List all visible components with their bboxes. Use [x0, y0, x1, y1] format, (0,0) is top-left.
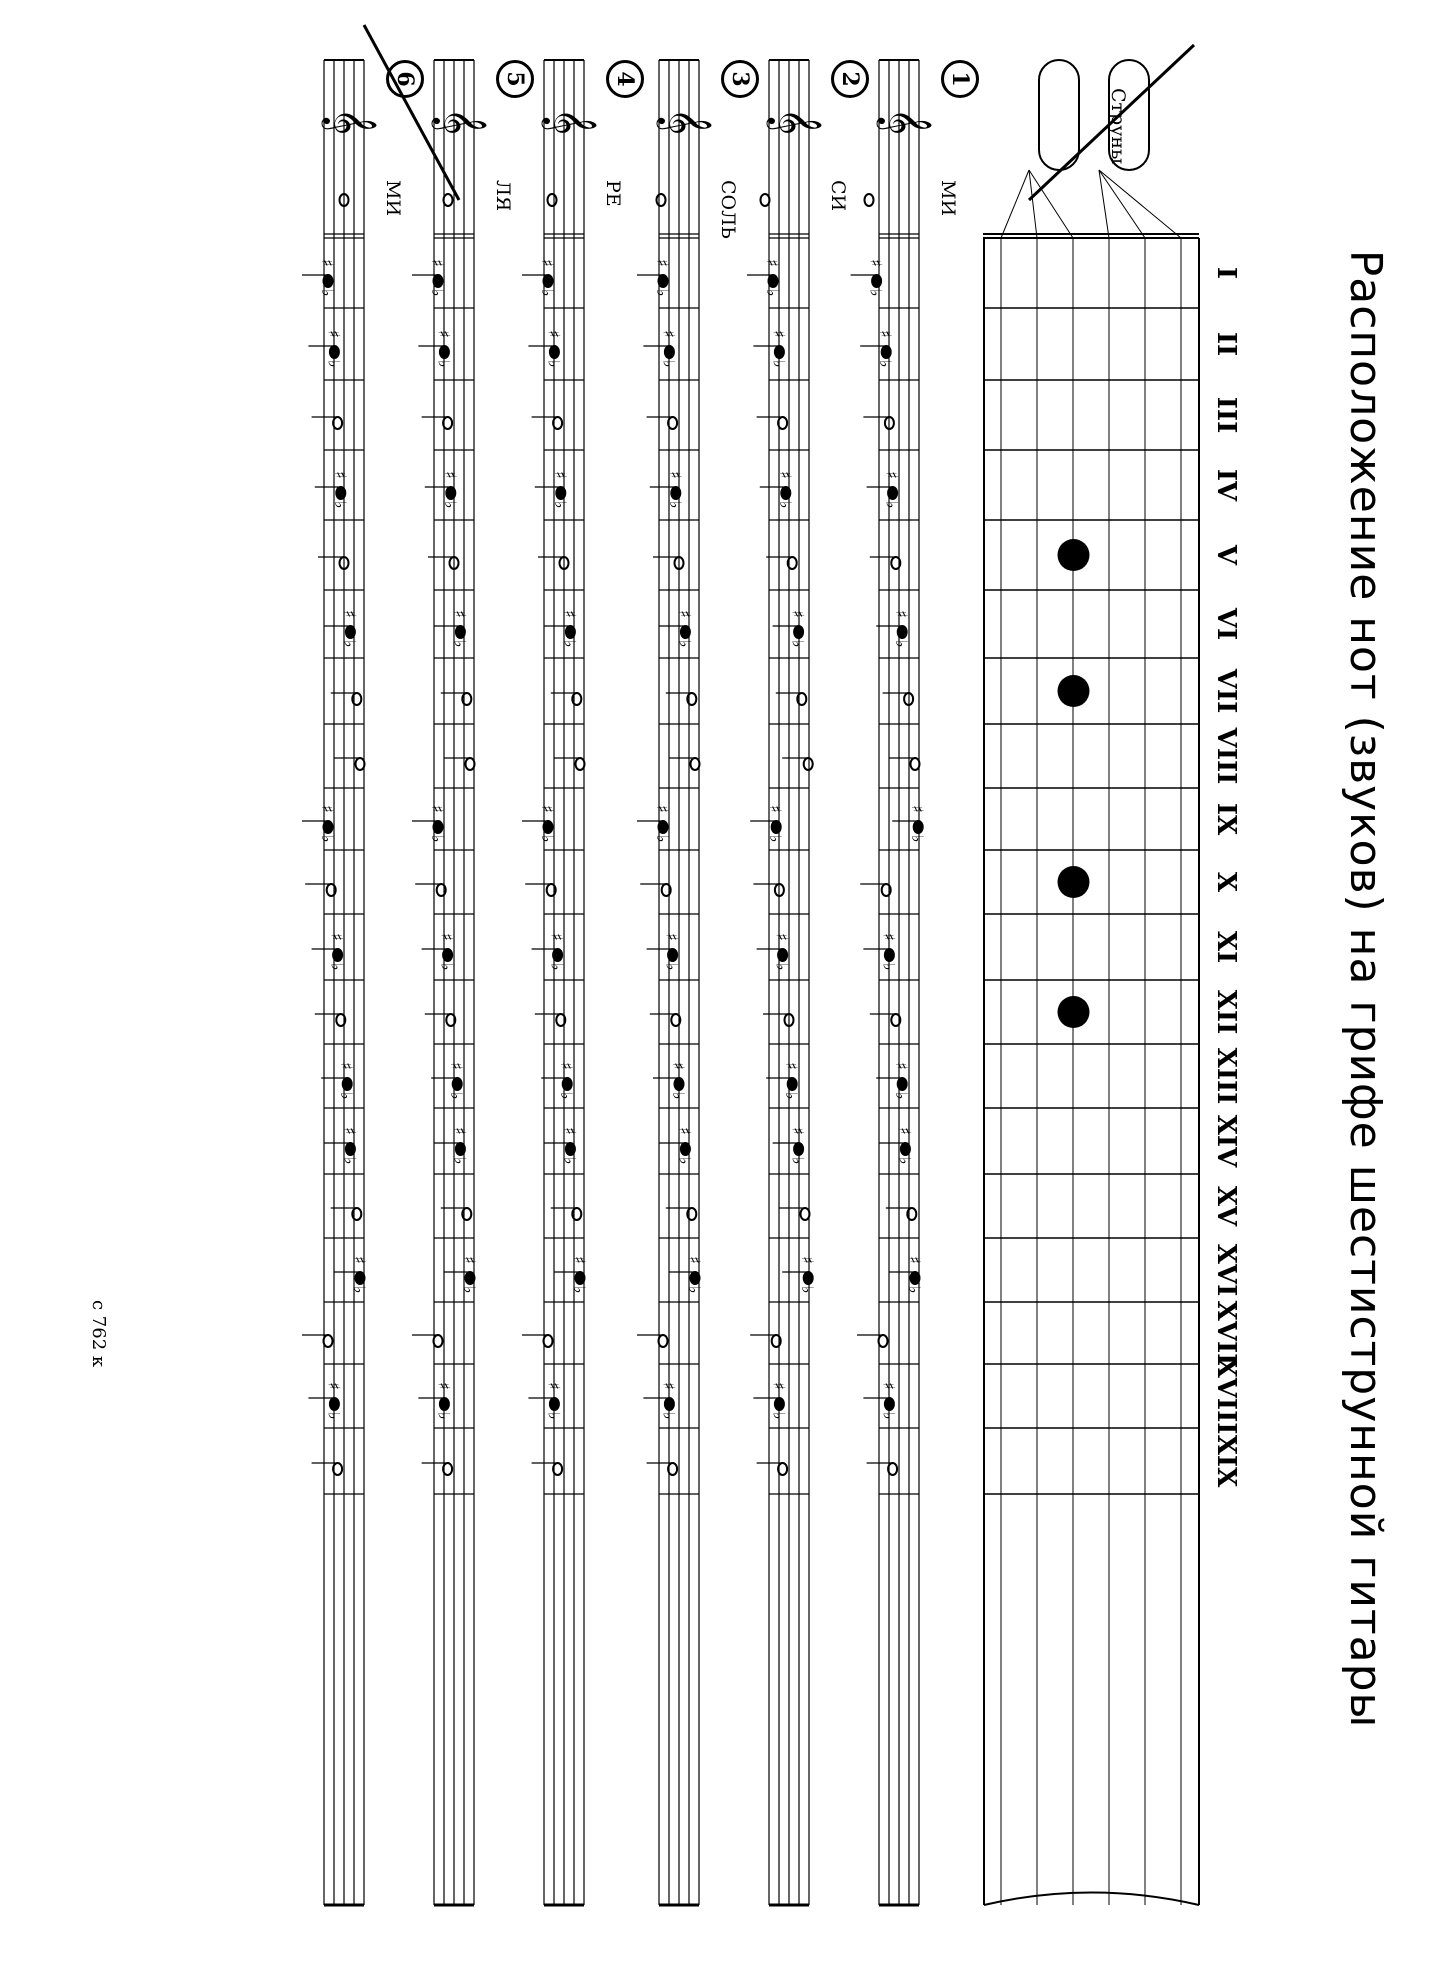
staff-1-flat-9: ♭ — [908, 835, 928, 843]
staff-3-note-14 — [681, 1143, 690, 1155]
staff-3-sharp-1: ♯ — [653, 259, 672, 267]
staff-3-note-16 — [691, 1272, 700, 1284]
fret-number-4: IV — [1211, 468, 1241, 502]
staff-5-flat-13: ♭ — [447, 1092, 467, 1100]
fret-number-18: XVIII — [1211, 1357, 1241, 1435]
staff-2-flat-4: ♭ — [775, 501, 795, 509]
staff-3-note-6 — [681, 626, 690, 638]
staff-1-sharp-1: ♯ — [866, 259, 886, 267]
staff-1-note-2 — [882, 346, 891, 358]
staff-2-sharp-14: ♯ — [788, 1127, 808, 1135]
staff-1-note-14 — [901, 1143, 910, 1155]
staff-3-flat-2: ♭ — [659, 360, 679, 368]
fret-number-8: VIII — [1211, 727, 1241, 785]
staff-6-flat-1: ♭ — [318, 289, 337, 297]
page-id: с 762 к — [88, 1300, 109, 1368]
staff-4-note-16 — [576, 1272, 585, 1284]
staff-1-note-13 — [898, 1078, 907, 1090]
page-title: Расположение нот (звуков) на грифе шестиструнной гитары — [1340, 249, 1391, 1729]
staff-2-sharp-9: ♯ — [766, 805, 786, 813]
staff-6-flat-16: ♭ — [350, 1286, 369, 1294]
staff-5-note-1 — [434, 275, 443, 287]
staff-2-note-16 — [804, 1272, 813, 1284]
fret-number-16: XVI — [1211, 1243, 1241, 1297]
string-name-3: СОЛЬ — [717, 180, 739, 239]
staff-1-sharp-9: ♯ — [908, 805, 928, 813]
staff-6-sharp-11: ♯ — [327, 933, 347, 941]
staff-6-flat-11: ♭ — [327, 963, 347, 971]
staff-5-note-9 — [434, 821, 443, 833]
staff-1-sharp-14: ♯ — [895, 1127, 915, 1135]
staff-1-flat-6: ♭ — [892, 640, 912, 648]
staff-5-note-2 — [440, 346, 449, 358]
staff-4-flat-13: ♭ — [557, 1092, 577, 1100]
fret-marker-7 — [1058, 675, 1090, 707]
staff-3-sharp-4: ♯ — [665, 471, 685, 479]
staff-2-note-1 — [769, 275, 778, 287]
tuning-peg-1 — [1039, 60, 1079, 170]
staff-6-note-1 — [324, 275, 333, 287]
staff-4-note-11 — [553, 949, 562, 961]
staff-6-flat-14: ♭ — [340, 1157, 360, 1165]
staff-4-flat-18: ♭ — [544, 1412, 564, 1420]
staff-5-note-13 — [453, 1078, 462, 1090]
staff-2-flat-11: ♭ — [772, 963, 792, 971]
staff-4-flat-9: ♭ — [538, 835, 557, 843]
staff-6-sharp-1: ♯ — [318, 259, 337, 267]
staff-2-note-6 — [794, 626, 803, 638]
fret-number-12: XII — [1211, 989, 1241, 1035]
staff-6-note-17 — [324, 1335, 333, 1347]
staff-4-flat-4: ♭ — [550, 501, 570, 509]
staff-6-sharp-6: ♯ — [340, 610, 360, 618]
staff-1-flat-18: ♭ — [879, 1412, 899, 1420]
staff-1-note-17 — [879, 1335, 888, 1347]
staff-6-flat-4: ♭ — [330, 501, 350, 509]
staff-2-flat-13: ♭ — [782, 1092, 802, 1100]
staff-2-note-14 — [794, 1143, 803, 1155]
staff-3-sharp-14: ♯ — [675, 1127, 695, 1135]
string-number-5: 5 — [496, 60, 534, 98]
staff-1-note-9 — [914, 821, 923, 833]
staff-6-sharp-14: ♯ — [340, 1127, 360, 1135]
staff-5-note-17 — [434, 1335, 443, 1347]
staff-2-note-15 — [801, 1208, 810, 1220]
fret-marker-10 — [1058, 866, 1090, 898]
staff-3-flat-14: ♭ — [675, 1157, 695, 1165]
staff-1-flat-16: ♭ — [905, 1286, 924, 1294]
staff-5-flat-18: ♭ — [434, 1412, 454, 1420]
fret-number-1: I — [1211, 266, 1241, 280]
staff-1-flat-13: ♭ — [892, 1092, 912, 1100]
staff-3-note-8 — [691, 758, 700, 770]
staff-3-sharp-6: ♯ — [675, 610, 695, 618]
staff-3-note-11 — [668, 949, 677, 961]
treble-clef-3: 𝄞 — [659, 108, 713, 136]
fret-number-14: XIV — [1211, 1114, 1241, 1168]
staff-4-note-8 — [576, 758, 585, 770]
staff-1-flat-11: ♭ — [879, 963, 899, 971]
staff-5-note-11 — [443, 949, 452, 961]
staff-5-sharp-11: ♯ — [437, 933, 457, 941]
staff-5-sharp-18: ♯ — [434, 1382, 454, 1390]
staff-5-flat-6: ♭ — [450, 640, 470, 648]
staff-5-note-18 — [440, 1398, 449, 1410]
staff-5-sharp-14: ♯ — [450, 1127, 470, 1135]
staff-4-note-13 — [563, 1078, 572, 1090]
strings-heading: Струны — [1107, 88, 1129, 165]
staff-1-flat-14: ♭ — [895, 1157, 915, 1165]
staff-2-flat-1: ♭ — [763, 289, 782, 297]
staff-4-flat-6: ♭ — [560, 640, 580, 648]
staff-4-flat-2: ♭ — [544, 360, 564, 368]
fret-number-3: III — [1211, 396, 1241, 434]
staff-6-flat-2: ♭ — [324, 360, 344, 368]
staff-1-flat-2: ♭ — [876, 360, 896, 368]
staff-5-sharp-16: ♯ — [460, 1256, 479, 1264]
string-to-peg-6 — [1001, 170, 1029, 238]
fret-number-2: II — [1211, 331, 1241, 357]
staff-4-note-14 — [566, 1143, 575, 1155]
staff-3-flat-9: ♭ — [653, 835, 672, 843]
staff-2-sharp-11: ♯ — [772, 933, 792, 941]
fret-number-6: VI — [1211, 607, 1241, 641]
staff-5-sharp-4: ♯ — [440, 471, 460, 479]
staff-3-note-13 — [675, 1078, 684, 1090]
staff-4-flat-14: ♭ — [560, 1157, 580, 1165]
string-to-peg-3 — [1099, 170, 1109, 238]
staff-6-sharp-18: ♯ — [324, 1382, 344, 1390]
fret-number-9: IX — [1211, 802, 1241, 836]
staff-2-sharp-13: ♯ — [782, 1062, 802, 1070]
staff-4-sharp-4: ♯ — [550, 471, 570, 479]
staff-5-flat-4: ♭ — [440, 501, 460, 509]
staff-4-sharp-14: ♯ — [560, 1127, 580, 1135]
staff-3-flat-4: ♭ — [665, 501, 685, 509]
staff-2-note-8 — [804, 758, 813, 770]
staff-6-note-16 — [356, 1272, 365, 1284]
staff-3-note-4 — [671, 487, 680, 499]
staff-1-note-11 — [885, 949, 894, 961]
staff-2-flat-18: ♭ — [769, 1412, 789, 1420]
staff-1-sharp-13: ♯ — [892, 1062, 912, 1070]
staff-4-note-6 — [566, 626, 575, 638]
staff-1-flat-1: ♭ — [866, 289, 886, 297]
staff-2-sharp-4: ♯ — [775, 471, 795, 479]
staff-3-flat-16: ♭ — [685, 1286, 704, 1294]
staff-4-note-2 — [550, 346, 559, 358]
string-number-4: 4 — [606, 60, 644, 98]
staff-3-note-1 — [659, 275, 668, 287]
string-name-1: МИ — [937, 180, 959, 217]
staff-5-sharp-9: ♯ — [428, 805, 447, 813]
treble-clef-4: 𝄞 — [544, 108, 598, 136]
staff-4-open-note — [548, 194, 557, 206]
staff-1-sharp-2: ♯ — [876, 330, 896, 338]
treble-clef-2: 𝄞 — [769, 108, 823, 136]
staff-4-note-9 — [544, 821, 553, 833]
staff-4-sharp-1: ♯ — [538, 259, 557, 267]
staff-4-note-4 — [556, 487, 565, 499]
staff-5-sharp-1: ♯ — [428, 259, 447, 267]
staff-2-open-note — [761, 194, 770, 206]
string-name-4: РЕ — [602, 180, 624, 207]
staff-2-note-9 — [772, 821, 781, 833]
staff-2-sharp-18: ♯ — [769, 1382, 789, 1390]
staff-1-open-note — [865, 194, 874, 206]
staff-4-flat-16: ♭ — [570, 1286, 589, 1294]
staff-6-sharp-16: ♯ — [350, 1256, 369, 1264]
staff-1-flat-4: ♭ — [882, 501, 902, 509]
staff-4-sharp-18: ♯ — [544, 1382, 564, 1390]
staff-1-sharp-4: ♯ — [882, 471, 902, 479]
staff-3-flat-18: ♭ — [659, 1412, 679, 1420]
staff-6-note-14 — [346, 1143, 355, 1155]
staff-1-sharp-6: ♯ — [892, 610, 912, 618]
staff-1-sharp-11: ♯ — [879, 933, 899, 941]
staff-4-sharp-2: ♯ — [544, 330, 564, 338]
staff-5-sharp-2: ♯ — [434, 330, 454, 338]
staff-6-flat-13: ♭ — [337, 1092, 357, 1100]
staff-1-note-6 — [898, 626, 907, 638]
staff-5-note-8 — [466, 758, 475, 770]
string-number-1: 1 — [941, 60, 979, 98]
staff-2-flat-14: ♭ — [788, 1157, 808, 1165]
staff-6-note-4 — [336, 487, 345, 499]
staff-1-note-1 — [872, 275, 881, 287]
staff-6-sharp-9: ♯ — [318, 805, 337, 813]
staff-2-note-11 — [778, 949, 787, 961]
staff-6-note-18 — [330, 1398, 339, 1410]
staff-3-note-18 — [665, 1398, 674, 1410]
staff-6-sharp-2: ♯ — [324, 330, 344, 338]
fret-number-17: XVII — [1211, 1300, 1241, 1366]
staff-3-sharp-13: ♯ — [669, 1062, 688, 1070]
fret-number-5: V — [1211, 544, 1241, 566]
staff-6-sharp-13: ♯ — [337, 1062, 357, 1070]
staff-4-sharp-9: ♯ — [538, 805, 557, 813]
staff-3-sharp-9: ♯ — [653, 805, 672, 813]
string-name-6: МИ — [382, 180, 404, 217]
string-number-3: 3 — [721, 60, 759, 98]
staff-6-sharp-4: ♯ — [330, 471, 350, 479]
string-number-2: 2 — [831, 60, 869, 98]
staff-3-flat-11: ♭ — [662, 963, 682, 971]
fret-number-19: XIX — [1211, 1434, 1241, 1488]
staff-1-note-18 — [885, 1398, 894, 1410]
staff-6-flat-6: ♭ — [340, 640, 360, 648]
fret-number-7: VII — [1211, 668, 1241, 714]
string-number-6: 6 — [386, 60, 424, 98]
staff-2-flat-6: ♭ — [788, 640, 808, 648]
staff-3-sharp-2: ♯ — [659, 330, 679, 338]
fret-number-10: X — [1211, 871, 1241, 893]
staff-3-note-2 — [665, 346, 674, 358]
staff-2-sharp-16: ♯ — [798, 1256, 818, 1264]
neck-end-curve — [984, 1893, 1199, 1906]
staff-6-note-9 — [324, 821, 333, 833]
staff-3-note-17 — [659, 1335, 668, 1347]
staff-5-flat-16: ♭ — [460, 1286, 479, 1294]
string-to-peg-1 — [1099, 170, 1181, 238]
staff-1-note-16 — [911, 1272, 920, 1284]
staff-5-flat-1: ♭ — [428, 289, 447, 297]
staff-6-flat-9: ♭ — [318, 835, 337, 843]
staff-4-flat-11: ♭ — [547, 963, 567, 971]
staff-1-note-4 — [888, 487, 897, 499]
staff-4-note-1 — [544, 275, 553, 287]
staff-1-sharp-18: ♯ — [879, 1382, 899, 1390]
staff-4-flat-1: ♭ — [538, 289, 557, 297]
treble-clef-5: 𝄞 — [434, 108, 488, 136]
staff-5-flat-14: ♭ — [450, 1157, 470, 1165]
staff-3-sharp-16: ♯ — [685, 1256, 704, 1264]
staff-5-sharp-13: ♯ — [447, 1062, 467, 1070]
fret-number-13: XIII — [1211, 1047, 1241, 1105]
staff-5-open-note — [444, 194, 453, 206]
staff-6-note-13 — [343, 1078, 352, 1090]
staff-2-sharp-1: ♯ — [763, 259, 782, 267]
staff-6-flat-18: ♭ — [324, 1412, 344, 1420]
fret-marker-12 — [1058, 996, 1090, 1028]
staff-2-note-13 — [788, 1078, 797, 1090]
staff-4-sharp-11: ♯ — [547, 933, 567, 941]
staff-4-sharp-13: ♯ — [557, 1062, 577, 1070]
staff-2-flat-16: ♭ — [798, 1286, 818, 1294]
staff-4-sharp-6: ♯ — [560, 610, 580, 618]
staff-5-flat-9: ♭ — [428, 835, 447, 843]
staff-4-note-17 — [544, 1335, 553, 1347]
staff-2-sharp-6: ♯ — [788, 610, 808, 618]
staff-2-note-2 — [775, 346, 784, 358]
staff-2-sharp-2: ♯ — [769, 330, 789, 338]
fret-number-15: XV — [1211, 1185, 1241, 1227]
string-name-2: СИ — [827, 180, 849, 212]
staff-3-note-9 — [659, 821, 668, 833]
staff-2-note-18 — [775, 1398, 784, 1410]
staff-2-flat-9: ♭ — [766, 835, 786, 843]
staff-6-note-11 — [333, 949, 342, 961]
string-to-peg-2 — [1099, 170, 1145, 238]
staff-3-flat-6: ♭ — [675, 640, 695, 648]
staff-3-sharp-11: ♯ — [662, 933, 682, 941]
staff-4-sharp-16: ♯ — [570, 1256, 589, 1264]
staff-5-note-14 — [456, 1143, 465, 1155]
staff-5-note-16 — [466, 1272, 475, 1284]
staff-2-flat-2: ♭ — [769, 360, 789, 368]
staff-5-flat-11: ♭ — [437, 963, 457, 971]
staff-4-note-18 — [550, 1398, 559, 1410]
treble-clef-1: 𝄞 — [879, 108, 933, 136]
staff-6-note-8 — [356, 758, 365, 770]
string-name-5: ЛЯ — [492, 180, 514, 212]
staff-1-sharp-16: ♯ — [905, 1256, 924, 1264]
fret-number-11: XI — [1211, 930, 1241, 964]
treble-clef-6: 𝄞 — [324, 108, 378, 136]
staff-3-sharp-18: ♯ — [659, 1382, 679, 1390]
staff-5-note-6 — [456, 626, 465, 638]
staff-5-sharp-6: ♯ — [450, 610, 470, 618]
staff-6-note-2 — [330, 346, 339, 358]
staff-5-note-4 — [446, 487, 455, 499]
staff-6-note-6 — [346, 626, 355, 638]
staff-3-flat-1: ♭ — [653, 289, 672, 297]
staff-2-note-4 — [781, 487, 790, 499]
staff-3-open-note — [657, 194, 666, 206]
staff-1-note-8 — [911, 758, 920, 770]
fret-marker-5 — [1058, 539, 1090, 571]
staff-3-flat-13: ♭ — [669, 1092, 688, 1100]
staff-5-flat-2: ♭ — [434, 360, 454, 368]
